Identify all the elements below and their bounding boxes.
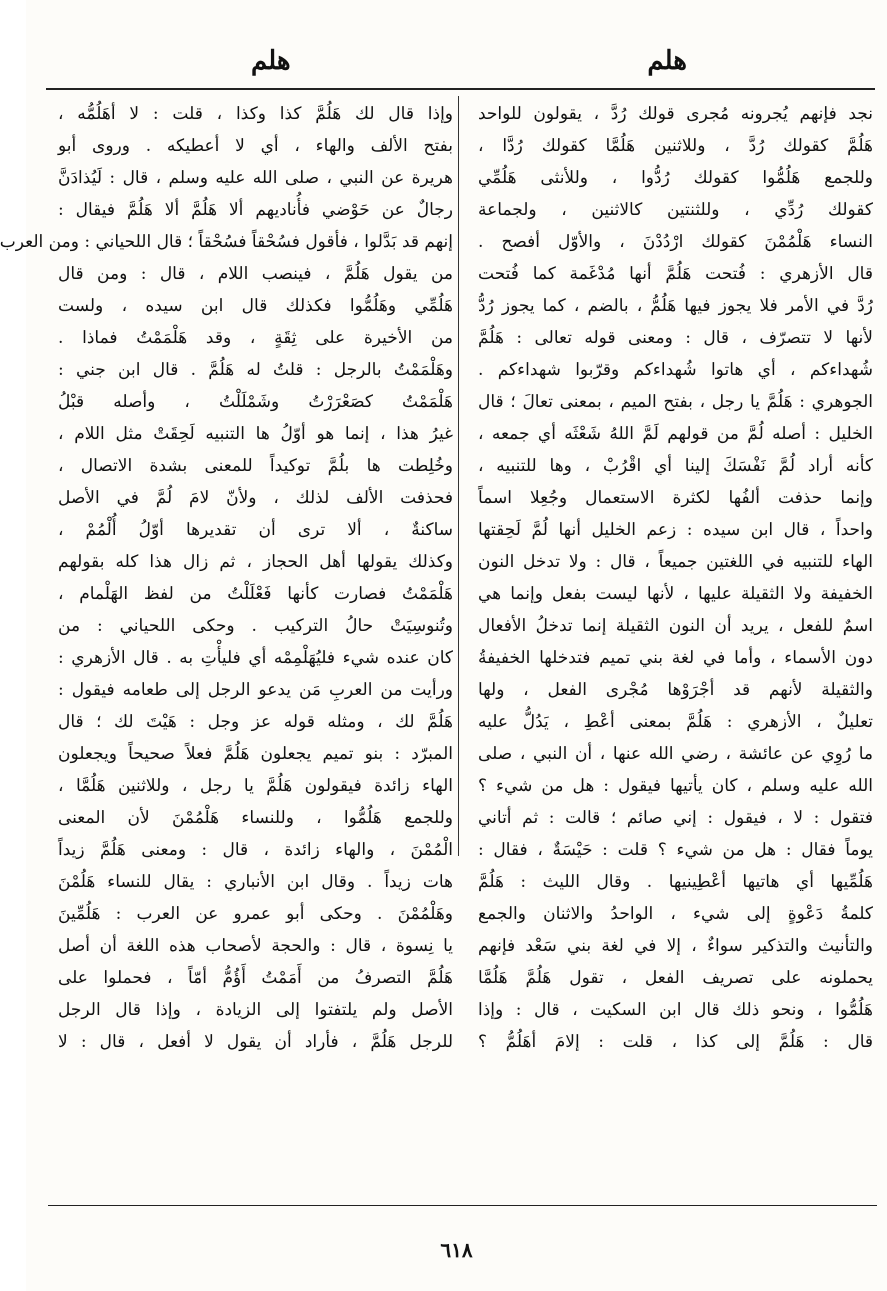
right-column-line: النساء هَلْمُمْنَ كقولك ارْدُدْنَ ، والأوّل أفصح . xyxy=(478,232,873,252)
right-column-line: كقولك رُدِّي ، وللثنتين كالاثنين ، ولجماعة xyxy=(478,200,873,220)
left-column-line: هَلُمَّ لك ، ومثله قوله عز وجل : هَيْتَ لك ؛ قال xyxy=(58,712,453,732)
left-column-line: الْمُمْنَ ، والهاء زائدة ، قال : ومعنى هَلُمَّ زيداً xyxy=(58,840,453,860)
left-column-line: وللجمع هَلُمُّوا ، وللنساء هَلْمُمْنَ لأن المعنى xyxy=(58,808,453,828)
right-column-line: والثقيلة لأنهم قد أجْرَوْها مُجْرى الفعل ، ولها xyxy=(478,680,873,700)
page-header xyxy=(56,46,857,86)
left-column-line: كان عنده شيء فليُهَلْمِمْه أي فليأْتِ به . قال الأزهري : xyxy=(58,648,453,668)
right-column-line: تعليلٌ ، الأزهري : هَلُمَّ بمعنى أعْطِ ، يَدُلُّ عليه xyxy=(478,712,873,732)
right-column-line: هَلُمَّ كقولك رُدَّ ، وللاثنين هَلُمَّا كقولك رُدَّا ، xyxy=(478,136,873,156)
left-column-line: رجالٌ عن حَوْضي فأُناديهم ألا هَلُمَّ ألا هَلُمَّ فيقال : xyxy=(58,200,453,220)
left-column-line: ورأيت من العربِ مَن يدعو الرجل إلى طعامه فيقول : xyxy=(58,680,453,700)
header-title-right: هلم xyxy=(647,46,687,76)
right-column-line: هَلُمِّيها أي هاتيها أعْطِينيها . وقال الليث : هَلُمَّ xyxy=(478,872,873,892)
left-column-line: من يقول هَلُمَّ ، فينصب اللام ، قال : ومن قال xyxy=(58,264,453,284)
right-column-line: قال : هَلُمَّ إلى كذا ، قلت : إلامَ أهَلُمُّ ؟ xyxy=(478,1032,873,1052)
left-column-line: فحذفت الألف لذلك ، ولأنّ لامَ لُمَّ في الأصل xyxy=(58,488,453,508)
right-column-line: كأنه أراد لُمَّ نَفْسَكَ إلينا أي اقْرُبْ ، وها للتنبيه ، xyxy=(478,456,873,476)
left-column-line: وإذا قال لك هَلُمَّ كذا وكذا ، قلت : لا أهَلُمُّه ، xyxy=(58,104,453,124)
right-column-line: يوماً فقال : هل من شيء ؟ قلت : حَيْسَةٌ ، فقال : xyxy=(478,840,873,860)
left-column-line: وهَلْمُمْنَ . وحكى أبو عمرو عن العرب : هَلُمِّينَ xyxy=(58,904,453,924)
right-column-line: والتأنيث والتذكير سواءٌ ، إلا في لغة بني سَعْد فإنهم xyxy=(478,936,873,956)
footer-rule xyxy=(48,1205,877,1206)
right-column-line: يحملونه على تصريف الفعل ، تقول هَلُمَّ هَلُمَّا xyxy=(478,968,873,988)
right-column-line: واحداً ، قال ابن سيده : زعم الخليل أنها لُمَّ لَحِقتها xyxy=(478,520,873,540)
left-column-line: الهاء زائدة فيقولون هَلُمَّ يا رجل ، وللاثنين هَلُمَّا ، xyxy=(58,776,453,796)
right-column-line: لأنها لا تتصرّف ، قال : ومعنى قوله تعالى : هَلُمَّ xyxy=(478,328,873,348)
left-column-line: هات زيداً . وقال ابن الأنباري : يقال للنساء هَلُمْنَ xyxy=(58,872,453,892)
right-column-line: الخفيفة ولا الثقيلة عليها ، لأنها ليست بفعل وإنما هي xyxy=(478,584,873,604)
left-column-line: هَلُمَّ التصرفُ من أَمَمْتُ أَؤُمُّ أمّاً ، فحملوا على xyxy=(58,968,453,988)
left-column-line: يا نِسوة ، قال : والحجة لأصحاب هذه اللغة أن أصل xyxy=(58,936,453,956)
left-column-line: وكذلك يقولها أهل الحجاز ، ثم زال هذا كله بقولهم xyxy=(58,552,453,572)
left-column-line: هَلْمَمْتُ فصارت كأنها فَعْلَلْتُ من لفظ الهَلْمام ، xyxy=(58,584,453,604)
right-column-line: شُهداءكم ، أي هاتوا شُهداءكم وقرّبوا شهداءكم . xyxy=(478,360,873,380)
left-column-line: وتُنوسِيَتْ حالُ التركيب . وحكى اللحياني : من xyxy=(58,616,453,636)
right-column-line: الجوهري : هَلُمَّ يا رجل ، بفتح الميم ، بمعنى تعالَ ؛ قال xyxy=(478,392,873,412)
left-column-line: وهَلْمَمْتُ بالرجل : قلتُ له هَلُمَّ . قال ابن جني : xyxy=(58,360,453,380)
column-divider xyxy=(458,96,459,856)
right-column-line: فتقول : لا ، فيقول : إني صائم ؛ قالت : ثم أتاني xyxy=(478,808,873,828)
left-column-line: إنهم قد بَدَّلوا ، فأقول فسُحْقاً فسُحْقاً ؛ قال اللحياني : ومن العرب xyxy=(0,232,453,252)
right-column-line: الله عليه وسلم ، كان يأتيها فيقول : هل من شيء ؟ xyxy=(478,776,873,796)
right-text-column xyxy=(478,98,873,1198)
right-column-line: كلمةُ دَعْوةٍ إلى شيء ، الواحدُ والاثنان والجمع xyxy=(478,904,873,924)
left-column-line: المبرّد : بنو تميم يجعلون هَلُمَّ فعلاً صحيحاً ويجعلون xyxy=(58,744,453,764)
right-column-line: رُدَّ في الأمر فلا يجوز فيها هَلُمُّ ، بالضم ، كما يجوز رُدُّ xyxy=(478,296,873,316)
right-column-line: ما رُوِي عن عائشة ، رضي الله عنها ، أن النبي ، صلى xyxy=(478,744,873,764)
right-column-line: وللجمع هَلُمُّوا كقولك رُدُّوا ، وللأنثى هَلُمِّي xyxy=(478,168,873,188)
right-column-line: قال الأزهري : فُتحت هَلُمَّ أنها مُدْغَمة كما فُتحت xyxy=(478,264,873,284)
left-column-line: للرجل هَلُمَّ ، فأراد أن يقول لا أفعل ، قال : لا xyxy=(58,1032,453,1052)
right-column-line: اسمٌ للفعل ، يريد أن النون الثقيلة إنما تدخلُ الأفعال xyxy=(478,616,873,636)
left-text-column xyxy=(0,98,453,1198)
right-column-line: الخليل : أصله لُمَّ من قولهم لَمَّ اللهُ شَعْثَه أي جمعه ، xyxy=(478,424,873,444)
left-column-line: من الأخيرة على ثِقَةٍ ، وقد هَلْمَمْتُ فماذا . xyxy=(58,328,453,348)
left-column-line: هَلُمِّي وهَلُمُّوا فكذلك قال ابن سيده ، ولست xyxy=(58,296,453,316)
left-column-line: وخُلِطت ها بلُمَّ توكيداً للمعنى بشدة الاتصال ، xyxy=(58,456,453,476)
left-column-line: هَلْمَمْتُ كصَعْرَرْتُ وشَمْلَلْتُ ، وأصله قبْلُ xyxy=(58,392,453,412)
right-column-line: وإنما حذفت ألفُها لكثرة الاستعمال وجُعِلا اسماً xyxy=(478,488,873,508)
header-rule xyxy=(46,88,875,90)
left-column-line: ساكنةٌ ، ألا ترى أن تقديرها أوّلُ أُلْمُمْ ، xyxy=(58,520,453,540)
page-number: ٦١٨ xyxy=(440,1238,473,1262)
right-column-line: نجد فإنهم يُجرونه مُجرى قولك رُدَّ ، يقولون للواحد xyxy=(478,104,873,124)
right-column-line: الهاء للتنبيه في اللغتين جميعاً ، قال : ولا تدخل النون xyxy=(478,552,873,572)
left-column-line: الأصل ولم يلتفتوا إلى الزيادة ، وإذا قال الرجل xyxy=(58,1000,453,1020)
right-column-line: دون الأسماء ، وأما في لغة بني تميم فتدخلها الخفيفةُ xyxy=(478,648,873,668)
left-column-line: بفتح الألف والهاء ، أي لا أعطيكه . وروى أبو xyxy=(58,136,453,156)
left-column-line: غيرُ هذا ، إنما هو أوّلُ ها التنبيه لَحِقَتْ مثل اللام ، xyxy=(58,424,453,444)
left-column-line: هريرة عن النبي ، صلى الله عليه وسلم ، قال : لَيُذادَنَّ xyxy=(58,168,453,188)
right-column-line: هَلُمُّوا ، ونحو ذلك قال ابن السكيت ، قال : وإذا xyxy=(478,1000,873,1020)
header-title-left: هلم xyxy=(251,46,291,76)
